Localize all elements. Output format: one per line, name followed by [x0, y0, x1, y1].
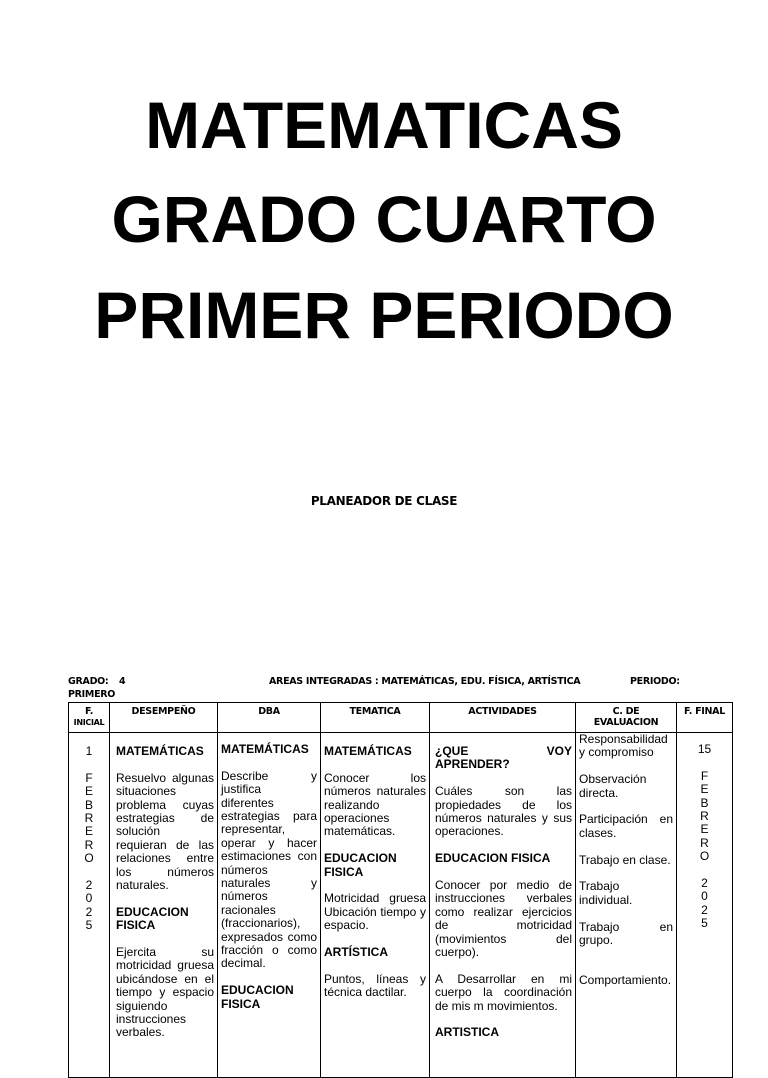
header-inicial: F. INICIAL	[69, 703, 110, 733]
cell-desempeno	[110, 733, 218, 1078]
header-dba: DBA	[218, 703, 321, 733]
header-actividades: ACTIVIDADES	[430, 703, 576, 733]
desempeno-heading-2: EDUCACION FISICA	[116, 904, 189, 933]
cell-dba	[218, 733, 321, 1078]
desempeno-text-1: Resuelvo algunas situaciones problema cuyas estrategias de solución requieran de las relaciones entre los números naturales.	[116, 770, 214, 893]
final-month: F E B R E R O	[699, 768, 710, 864]
tematica-heading-3: ARTÍSTICA	[324, 945, 388, 960]
planner-table	[68, 702, 733, 1078]
evaluacion-item-4: Trabajo en clase.	[579, 852, 671, 867]
periodo-value: PRIMERO	[68, 689, 116, 700]
cell-evaluacion	[576, 733, 677, 1078]
areas-text: AREAS INTEGRADAS : MATEMÁTICAS, EDU. FÍSICA, ARTÍSTICA	[269, 676, 581, 687]
header-desempeno: DESEMPEÑO	[110, 703, 218, 733]
title-line-1: MATEMATICAS	[145, 88, 623, 162]
actividades-heading-2: EDUCACION FISICA	[435, 851, 551, 866]
cell-final	[677, 733, 733, 1078]
actividades-heading-3: ARTISTICA	[435, 1025, 499, 1040]
tematica-heading-1: MATEMÁTICAS	[324, 744, 412, 758]
cell-inicial	[69, 733, 110, 1078]
evaluacion-item-3: Participación en clases.	[579, 812, 673, 840]
table-row	[69, 733, 733, 1078]
dba-heading-2: EDUCACION FISICA	[221, 983, 294, 1011]
tematica-heading-2: EDUCACION FISICA	[324, 851, 397, 879]
inicial-day: 1	[85, 744, 93, 758]
grado-label: GRADO:	[68, 676, 109, 687]
title-line-3: PRIMER PERIODO	[94, 278, 674, 352]
grado-value: 4	[119, 676, 126, 687]
actividades-heading-1: ¿QUE VOY APRENDER?	[435, 744, 572, 772]
evaluacion-item-7: Comportamiento.	[579, 973, 672, 988]
cell-tematica	[321, 733, 430, 1078]
periodo-label: PERIODO:	[630, 676, 680, 687]
evaluacion-item-1: Responsabilidad y compromiso	[579, 732, 668, 760]
header-tematica: TEMATICA	[321, 703, 430, 733]
desempeno-text-2: Ejercita su motricidad gruesa ubicándose en el tiempo y espacio siguiendo instrucciones verbales.	[116, 945, 214, 1040]
desempeno-heading-1: MATEMÁTICAS	[116, 744, 204, 758]
meta-row	[68, 676, 732, 702]
cell-actividades	[430, 733, 576, 1078]
inicial-year: 2 0 2 5	[85, 878, 93, 933]
inicial-month: F E B R E R O	[84, 770, 94, 866]
dba-heading-1: MATEMÁTICAS	[221, 742, 309, 756]
evaluacion-item-6: Trabajo en grupo.	[579, 919, 673, 948]
tematica-text-3: Puntos, líneas y técnica dactilar.	[324, 971, 426, 1000]
evaluacion-item-2: Observación directa.	[579, 772, 647, 800]
title-line-2: GRADO CUARTO	[111, 182, 657, 256]
final-day: 15	[697, 742, 712, 756]
final-year: 2 0 2 5	[701, 876, 708, 931]
tematica-text-2: Motricidad gruesa Ubicación tiempo y espacio.	[324, 891, 426, 933]
tematica-text-1: Conocer los números naturales realizando operaciones matemáticas.	[324, 770, 426, 839]
actividades-text-3: A Desarrollar en mi cuerpo la coordinación de mis m movimientos.	[435, 971, 572, 1013]
subtitle: PLANEADOR DE CLASE	[310, 494, 458, 508]
evaluacion-item-5: Trabajo individual.	[579, 879, 633, 907]
header-final: F. FINAL	[677, 703, 733, 733]
dba-text-1: Describe y justifica diferentes estrategias para representar, operar y hacer estimaciones con números naturales y números racionales (fraccionarios), expresados como fracción o como decimal.	[221, 768, 317, 971]
header-row	[69, 703, 733, 733]
header-evaluacion: C. DE EVALUACION	[576, 703, 677, 733]
actividades-text-1: Cuáles son las propiedades de los números naturales y sus operaciones.	[435, 784, 572, 839]
actividades-text-2: Conocer por medio de instrucciones verbales como realizar ejercicios de motricidad (movimientos del cuerpo).	[435, 878, 572, 960]
